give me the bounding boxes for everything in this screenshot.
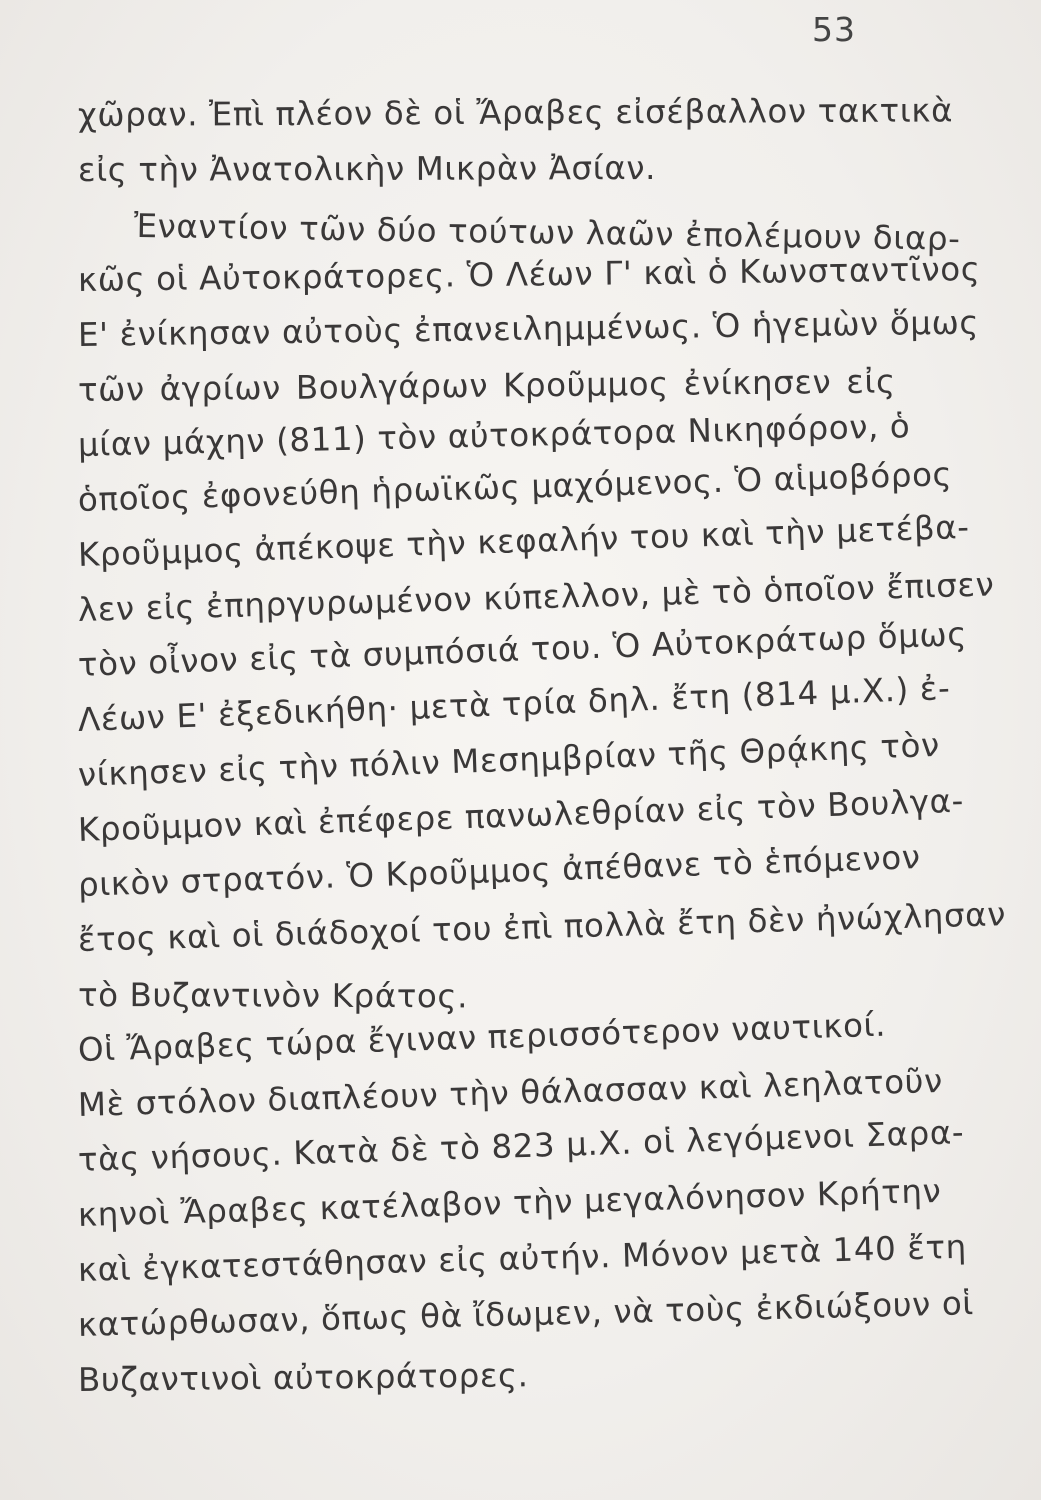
text-line: Ἐναντίον τῶν δύο τούτων λαῶν ἐπολέμουν διαρ- [133, 206, 961, 258]
text-line: τῶν ἀγρίων Βουλγάρων Κροῦμμος ἐνίκησεν εἰς [77, 362, 896, 409]
text-line: νίκησεν εἰς τὴν πόλιν Μεσημβρίαν τῆς Θρᾴκης τὸν [77, 725, 941, 794]
text-line: Βυζαντινοὶ αὐτοκράτορες. [77, 1356, 529, 1399]
text-line: Κροῦμμος ἀπέκοψε τὴν κεφαλήν του καὶ τὴν μετέβα- [77, 507, 971, 574]
text-line: Οἱ Ἄραβες τώρα ἔγιναν περισσότερον ναυτικοί. [77, 1005, 887, 1069]
text-line: ὁποῖος ἐφονεύθη ἡρωϊκῶς μαχόμενος. Ὁ αἱμοβόρος [77, 455, 953, 519]
text-line: Ε' ἐνίκησαν αὐτοὺς ἐπανειλημμένως. Ὁ ἡγεμὼν ὅμως [77, 303, 980, 354]
text-line: Μὲ στόλον διαπλέουν τὴν θάλασσαν καὶ λεηλατοῦν [77, 1061, 944, 1124]
body-text [77, 88, 1007, 1408]
text-line: ἔτος καὶ οἱ διάδοχοί του ἐπὶ πολλὰ ἔτη δὲν ἠνώχλησαν [77, 895, 1007, 959]
text-line: εἰς τὴν Ἀνατολικὴν Μικρὰν Ἀσίαν. [77, 148, 657, 189]
text-line: κατώρθωσαν, ὅπως θὰ ἴδωμεν, νὰ τοὺς ἐκδιώξουν οἱ [77, 1284, 975, 1344]
text-line: κηνοὶ Ἄραβες κατέλαβον τὴν μεγαλόνησον Κρήτην [77, 1171, 942, 1234]
text-line: μίαν μάχην (811) τὸν αὐτοκράτορα Νικηφόρον, ὁ [77, 407, 911, 464]
text-line: τὸν οἶνον εἰς τὰ συμπόσιά του. Ὁ Αὐτοκράτωρ ὅμως [77, 614, 968, 684]
page-number: 53 [812, 10, 856, 49]
text-line: ρικὸν στρατόν. Ὁ Κροῦμμος ἀπέθανε τὸ ἑπόμενον [77, 838, 922, 904]
text-line: λεν εἰς ἐπηργυρωμένον κύπελλον, μὲ τὸ ὁποῖον ἔπισεν [77, 565, 995, 629]
text-line: τὸ Βυζαντινὸν Κράτος. [77, 976, 469, 1016]
text-line: χῶραν. Ἐπὶ πλέον δὲ οἱ Ἄραβες εἰσέβαλλον τακτικὰ [77, 91, 954, 134]
text-line: Κροῦμμον καὶ ἐπέφερε πανωλεθρίαν εἰς τὸν Βουλγα- [77, 781, 965, 849]
text-line: κῶς οἱ Αὐτοκράτορες. Ὁ Λέων Γ' καὶ ὁ Κωνσταντῖνος [77, 249, 981, 299]
text-line: Λέων Ε' ἐξεδικήθη· μετὰ τρία δηλ. ἔτη (814 μ.Χ.) ἐ- [77, 669, 951, 739]
text-line: τὰς νήσους. Κατὰ δὲ τὸ 823 μ.Χ. οἱ λεγόμενοι Σαρα- [77, 1113, 965, 1179]
text-line: καὶ ἐγκατεστάθησαν εἰς αὐτήν. Μόνον μετὰ 140 ἔτη [77, 1227, 968, 1289]
